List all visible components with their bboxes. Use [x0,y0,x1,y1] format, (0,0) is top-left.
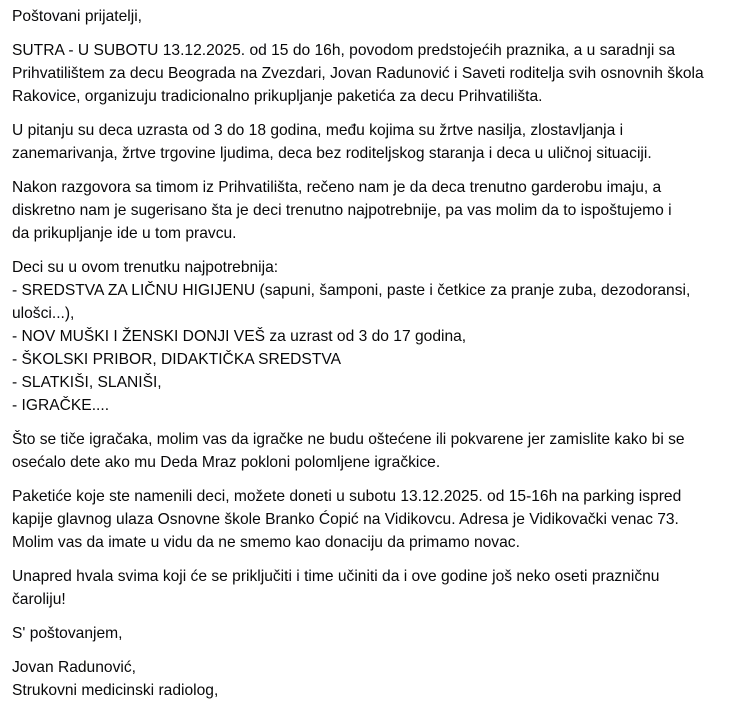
paragraph-dropoff-location: Paketiće koje ste namenili deci, možete doneti u subotu 13.12.2025. od 15-16h na parking ispred kapije glavnog ulaza Osnovne škole Branko Ćopić na Vidikovcu. Adresa je Vidikovački venac 73. Molim vas da imate u vidu da ne smemo kao donaciju da primamo novac. [12,488,682,551]
paragraph-children-description: U pitanju su deca uzrasta od 3 do 18 godina, među kojima su žrtve nasilja, zlostavljanja i zanemarivanja, žrtve trgovine ljudima, deca bez roditeljskog staranja i deca u uličnoj situaciji. [12,122,652,162]
paragraph-shelter-conversation: Nakon razgovora sa timom iz Prihvatilišta, rečeno nam je da deca trenutno garderobu imaju, a diskretno nam je sugerisano šta je deci trenutno najpotrebnije, pa vas molim da to ispoštujemo i da prikupljanje ide u tom pravcu. [12,179,672,242]
greeting-text: Poštovani prijatelji, [12,8,143,25]
paragraph-thanks: Unapred hvala svima koji će se priključiti i time učiniti da i ove godine još neko oseti prazničnu čaroliju! [12,568,660,608]
post-body [12,5,732,702]
paragraph-toys-note: Što se tiče igračaka, molim vas da igračke ne budu oštećene ili pokvarene jer zamislite kako bi se osećalo dete ako mu Deda Mraz pokloni polomljene igračkice. [12,431,685,471]
signature-text: Jovan Radunović, Strukovni medicinski radiolog, [12,659,219,699]
paragraph-announcement: SUTRA - U SUBOTU 13.12.2025. od 15 do 16h, povodom predstojećih praznika, a u saradnji sa Prihvatilištem za decu Beograda na Zvezdari, Jovan Radunović i Saveti roditelja svih osnovnih škola Rakovice, organizuju tradicionalno prikupljanje paketića za decu Prihvatilišta. [12,42,704,105]
paragraph-needed-items-list: Deci su u ovom trenutku najpotrebnija: - SREDSTVA ZA LIČNU HIGIJENU (sapuni, šamponi, paste i četkice za pranje zuba, dezodoransi, ulošci...), - NOV MUŠKI I ŽENSKI DONJI VEŠ za uzrast od 3 do 17 godina, - ŠKOLSKI PRIBOR, DIDAKTIČKA SREDSTVA - SLATKIŠI, SLANIŠI, - IGRAČKE.... [12,259,691,414]
closing-text: S' poštovanjem, [12,625,123,642]
